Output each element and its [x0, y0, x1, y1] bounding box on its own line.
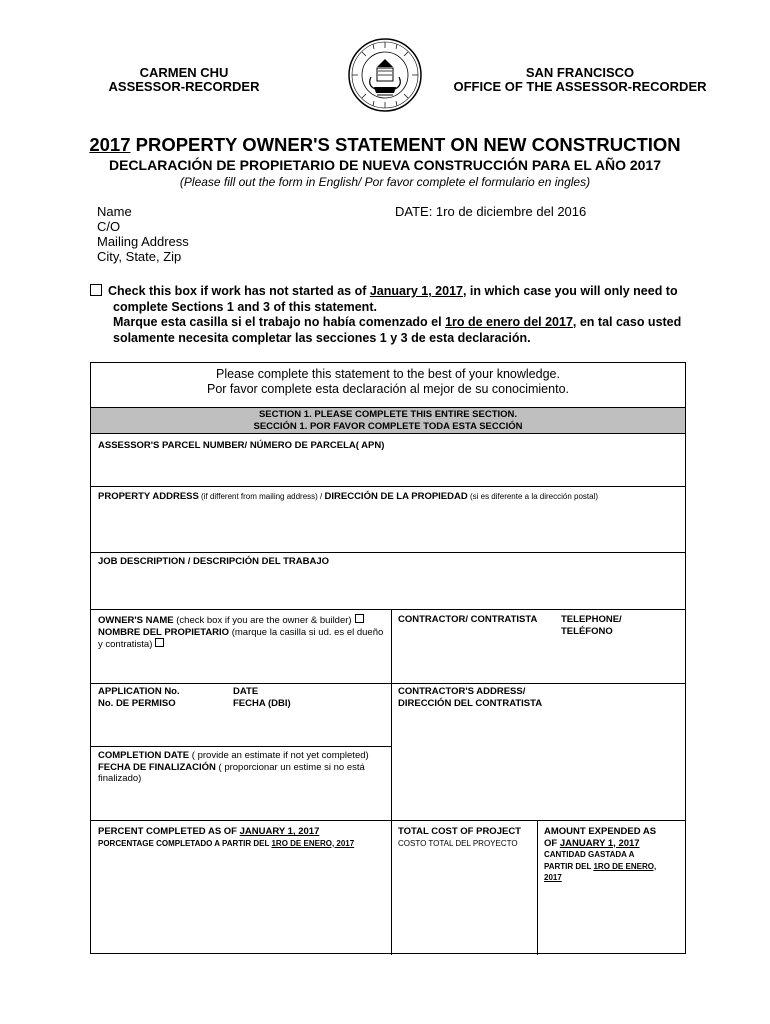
- amount-expended-field[interactable]: AMOUNT EXPENDED AS OF JANUARY 1, 2017 CANTIDAD GASTADA A PARTIR DEL 1RO DE ENERO, 2017: [544, 826, 657, 882]
- owner-name-field[interactable]: OWNER'S NAME (check box if you are the owner & builder) NOMBRE DEL PROPIETARIO (marque la casilla si ud. es el dueño y contratista): [98, 615, 384, 650]
- language-note: (Please fill out the form in English/ Por favor complete el formulario en ingles): [179, 175, 591, 189]
- owner-name-line: Name: [97, 204, 132, 219]
- form-intro: Please complete this statement to the best of your knowledge. Por favor complete esta declaración al mejor de su conocimiento.: [207, 367, 569, 396]
- title-year: 2017: [89, 134, 131, 155]
- section-1-header: SECTION 1. PLEASE COMPLETE THIS ENTIRE SECTION. SECCIÓN 1. POR FAVOR COMPLETE TODA ESTA SECCIÓN: [91, 407, 685, 434]
- not-started-note: Check this box if work has not started as of January 1, 2017, in which case you will only need to complete Sections 1 and 3 of this statement. Marque esta casilla si el trabajo no había comenzado el 1ro de enero del 2017, en tal caso usted solamente necesita completar las secciones 1 y 3 de esta declaración.: [90, 283, 700, 346]
- office-name: OFFICE OF THE ASSESSOR-RECORDER: [453, 79, 707, 94]
- permit-date-field[interactable]: DATE FECHA (DBI): [233, 686, 291, 709]
- property-address-field[interactable]: PROPERTY ADDRESS (if different from mailing address) / DIRECCIÓN DE LA PROPIEDAD (si es diferente a la dirección postal): [98, 491, 599, 502]
- owner-builder-checkbox[interactable]: [355, 614, 364, 623]
- statement-date: DATE: 1ro de diciembre del 2016: [395, 204, 587, 219]
- office-name-block: [440, 66, 720, 94]
- contractor-address-field[interactable]: CONTRACTOR'S ADDRESS/ DIRECCIÓN DEL CONTRATISTA: [398, 686, 543, 709]
- page-title-spanish: DECLARACIÓN DE PROPIETARIO DE NUEVA CONSTRUCCIÓN PARA EL AÑO 2017: [108, 157, 662, 173]
- assessor-name: CARMEN CHU: [139, 65, 229, 80]
- contractor-field[interactable]: CONTRACTOR/ CONTRATISTA: [398, 614, 538, 625]
- assessor-name-block: [100, 66, 268, 94]
- city-state-zip-line: City, State, Zip: [97, 249, 182, 264]
- completion-date-field[interactable]: COMPLETION DATE ( provide an estimate if not yet completed) FECHA DE FINALIZACIÓN ( proporcionar un estime si no está finalizado): [98, 750, 369, 784]
- total-cost-field[interactable]: TOTAL COST OF PROJECT COSTO TOTAL DEL PROYECTO: [398, 826, 521, 848]
- job-description-field[interactable]: JOB DESCRIPTION / DESCRIPCIÓN DEL TRABAJO: [98, 556, 330, 567]
- section-1-form: [90, 362, 686, 954]
- care-of-line: C/O: [97, 219, 121, 234]
- title-main: PROPERTY OWNER'S STATEMENT ON NEW CONSTRUCTION: [130, 134, 681, 155]
- apn-field[interactable]: ASSESSOR'S PARCEL NUMBER/ NÚMERO DE PARCELA( APN): [98, 440, 385, 451]
- page-title: [0, 134, 770, 156]
- city-name: SAN FRANCISCO: [525, 65, 635, 80]
- percent-completed-field[interactable]: PERCENT COMPLETED AS OF JANUARY 1, 2017 PORCENTAGE COMPLETADO A PARTIR DEL 1RO DE ENERO, 2017: [98, 826, 355, 848]
- mailing-address-line: Mailing Address: [97, 234, 189, 249]
- application-number-field[interactable]: APPLICATION No. No. DE PERMISO: [98, 686, 180, 709]
- city-seal-icon: [347, 37, 423, 113]
- owner-contractor-checkbox-es[interactable]: [155, 638, 164, 647]
- assessor-title: ASSESSOR-RECORDER: [108, 79, 260, 94]
- telephone-field[interactable]: TELEPHONE/ TELÉFONO: [561, 614, 622, 637]
- mailing-address-block: [97, 204, 189, 264]
- not-started-checkbox[interactable]: [90, 284, 102, 296]
